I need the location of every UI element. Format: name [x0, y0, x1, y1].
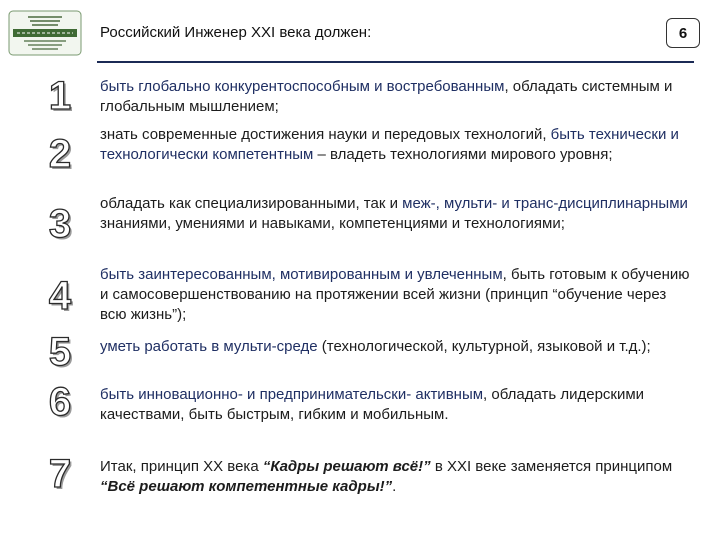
item-text-segment: , обладать лидерскими качествами, быть быстрым, гибким и мобильным. [100, 386, 645, 423]
highlighted-phrase: быть инновационно- и предпринимательски- активным [100, 386, 484, 403]
list-item-text [100, 125, 690, 165]
item-number: 2 [48, 132, 72, 176]
highlighted-phrase: быть заинтересованным, мотивированным и увлеченным [100, 266, 503, 283]
item-number: 6 [48, 380, 72, 424]
item-number: 7 [48, 452, 72, 496]
list-item-text [100, 337, 690, 357]
highlighted-phrase: меж-, мульти- и транс-дисциплинарными [402, 195, 688, 212]
item-text-segment: обладать как специализированными, так и [100, 195, 403, 212]
item-text-segment: в XXI веке заменяется принципом [430, 458, 673, 475]
item-number: 4 [48, 274, 72, 318]
slide-title: Российский Инженер XXI века должен: [100, 24, 372, 41]
quoted-principle: “Всё решают компетентные кадры!” [100, 478, 393, 495]
item-text-segment: (технологической, культурной, языковой и т.д.); [317, 338, 651, 355]
item-text-segment: , обладать системным и глобальным мышлением; [100, 78, 673, 115]
item-number: 3 [48, 202, 72, 246]
item-number: 1 [48, 74, 72, 118]
list-item-text [100, 457, 690, 497]
item-number: 5 [48, 330, 72, 374]
list-item-text [100, 77, 690, 117]
item-text-segment: знать современные достижения науки и передовых технологий, [100, 126, 551, 143]
list-item-text [100, 265, 690, 325]
title-divider [97, 61, 694, 63]
list-item-text [100, 194, 690, 234]
item-text-segment: – владеть технологиями мирового уровня; [313, 146, 613, 163]
item-text-segment: , быть готовым к обучению и самосовершенствованию на протяжении всей жизни (принцип “обучение через всю жизнь”); [100, 266, 690, 323]
quoted-principle: “Кадры решают всё!” [262, 458, 431, 475]
page-number: 6 [666, 18, 700, 48]
organization-logo [8, 10, 82, 56]
list-item-text [100, 385, 690, 425]
highlighted-phrase: уметь работать в мульти-среде [100, 338, 318, 355]
item-text-segment: . [392, 478, 397, 495]
item-text-segment: Итак, принцип ХХ века [100, 458, 263, 475]
item-text-segment: знаниями, умениями и навыками, компетенциями и технологиями; [100, 215, 565, 232]
highlighted-phrase: быть глобально конкурентоспособным и востребованным [100, 78, 505, 95]
highlighted-phrase: быть технически и технологически компетентным [100, 126, 679, 163]
